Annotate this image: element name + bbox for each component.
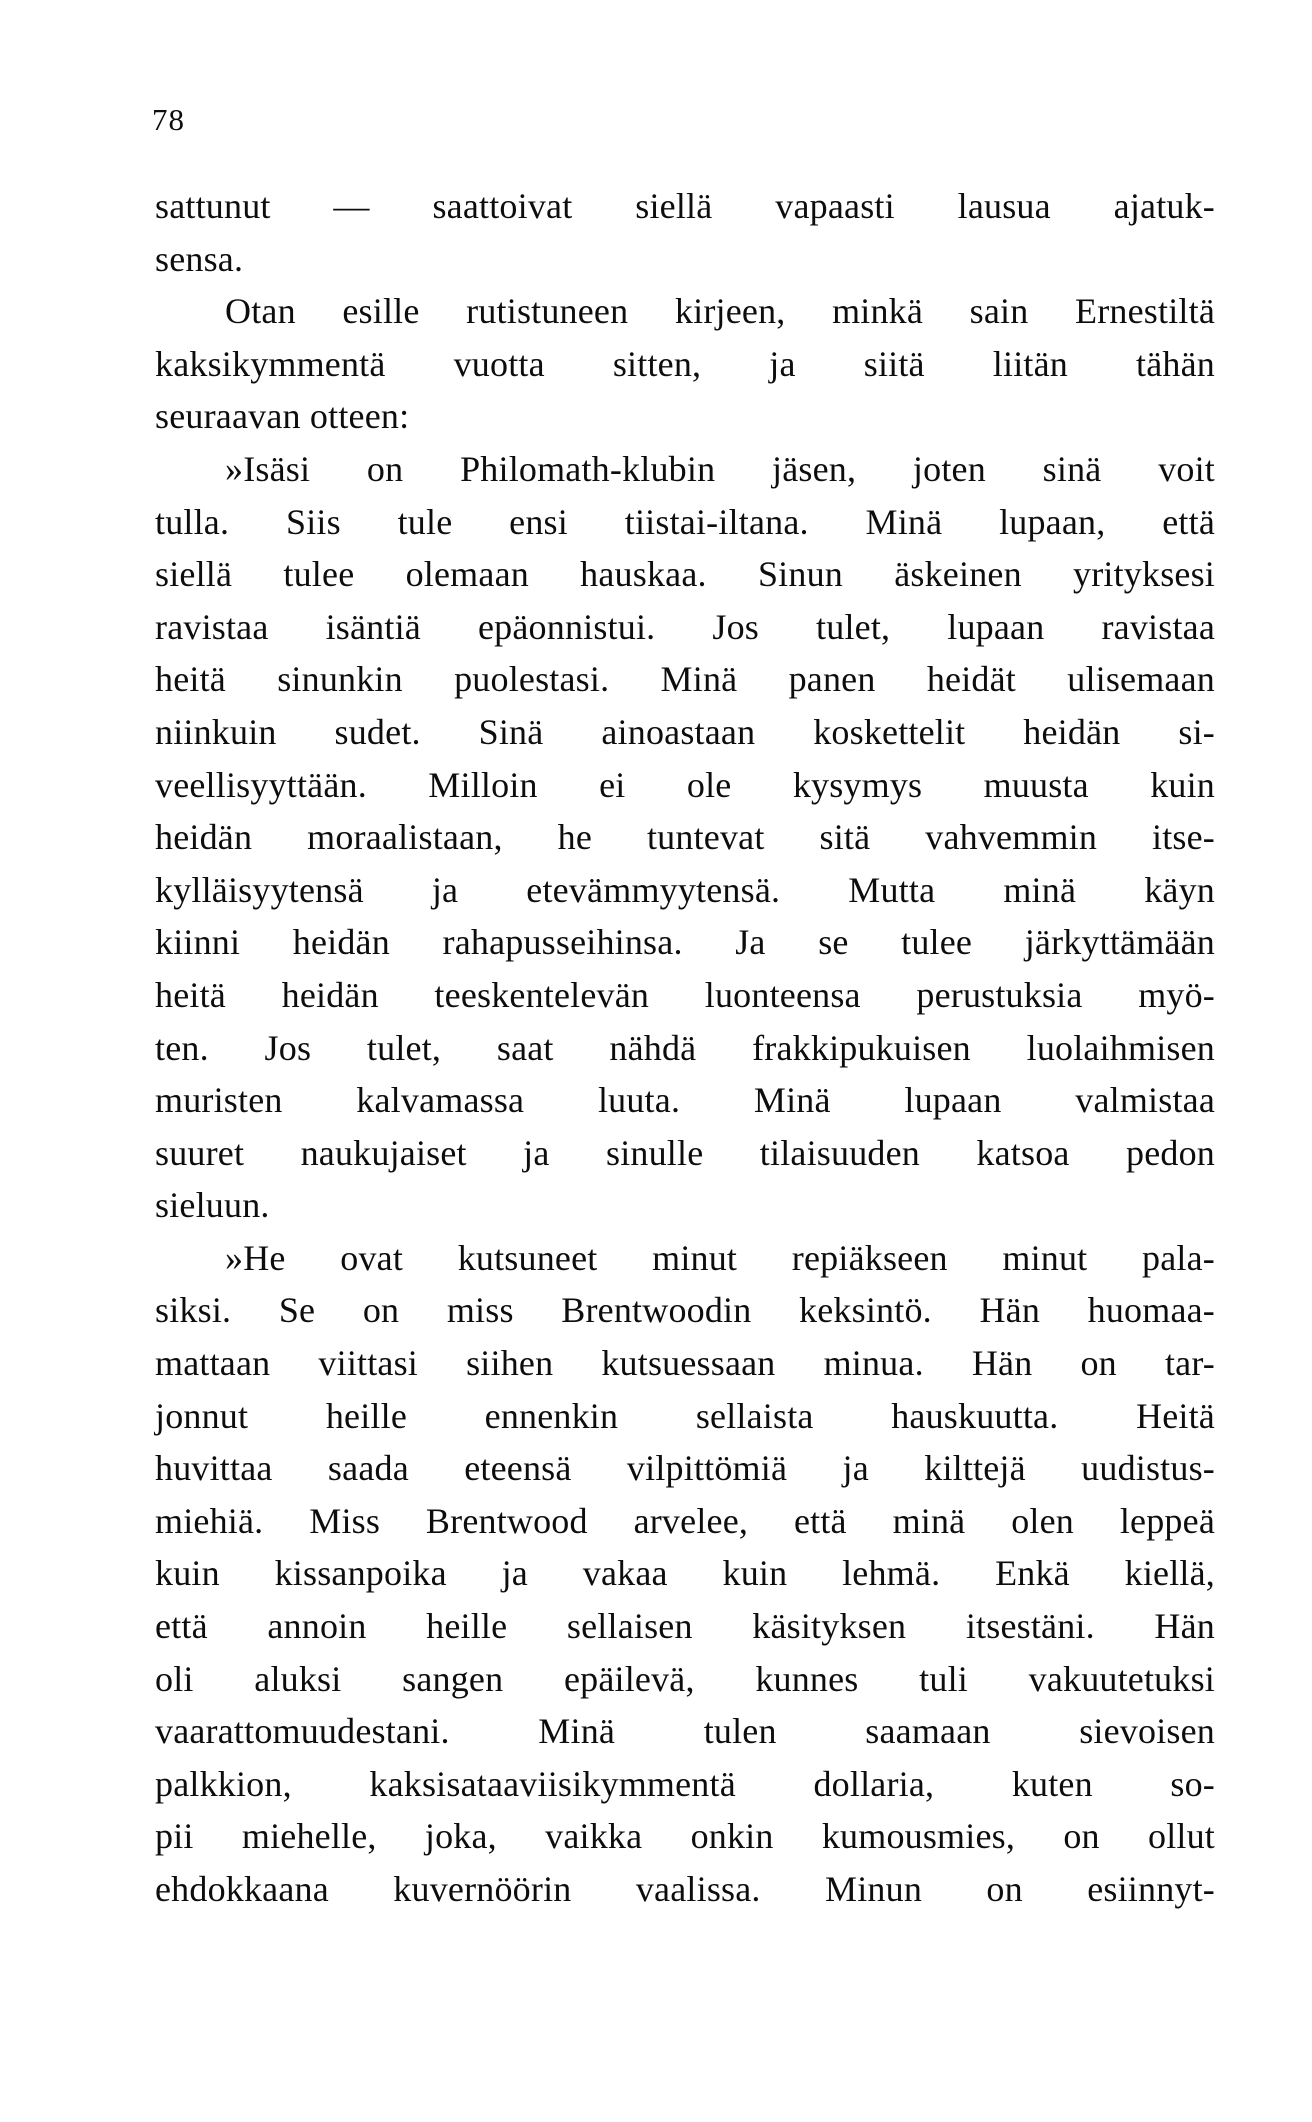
text-line: kylläisyytensä ja etevämmyytensä. Mutta minä käyn (155, 869, 1215, 910)
text-line: oli aluksi sangen epäilevä, kunnes tuli vakuutetuksi (155, 1658, 1215, 1699)
text-line: sieluun. (155, 1185, 270, 1226)
text-line: heitä sinunkin puolestasi. Minä panen heidät ulisemaan (155, 659, 1215, 700)
text-line: ten. Jos tulet, saat nähdä frakkipukuisen luolaihmisen (155, 1027, 1215, 1068)
text-line: sattunut — saattoivat siellä vapaasti lausua ajatuk- (155, 186, 1215, 226)
text-line: heitä heidän teeskentelevän luonteensa perustuksia myö- (155, 974, 1215, 1015)
text-line: muristen kalvamassa luuta. Minä lupaan valmistaa (155, 1080, 1215, 1121)
text-line: ravistaa isäntiä epäonnistui. Jos tulet, lupaan ravistaa (155, 606, 1215, 647)
text-line: pii miehelle, joka, vaikka onkin kumousmies, on ollut (155, 1816, 1215, 1857)
text-line: Otan esille rutistuneen kirjeen, minkä sain Ernestiltä (225, 291, 1215, 332)
text-line: mattaan viittasi siihen kutsuessaan minua. Hän on tar- (155, 1343, 1215, 1384)
text-line: heidän moraalistaan, he tuntevat sitä vahvemmin itse- (155, 817, 1215, 858)
text-line: kiinni heidän rahapusseihinsa. Ja se tulee järkyttämään (155, 922, 1215, 963)
text-line: niinkuin sudet. Sinä ainoastaan koskettelit heidän si- (155, 711, 1215, 752)
text-line: sensa. (155, 238, 244, 279)
text-line: miehiä. Miss Brentwood arvelee, että minä olen leppeä (155, 1500, 1215, 1541)
text-line: palkkion, kaksisataaviisikymmentä dollaria, kuten so- (155, 1763, 1215, 1804)
text-line: että annoin heille sellaisen käsityksen itsestäni. Hän (155, 1606, 1215, 1647)
text-line: ehdokkaana kuvernöörin vaalissa. Minun on esiinnyt- (155, 1869, 1215, 1909)
text-line: »Isäsi on Philomath-klubin jäsen, joten sinä voit (225, 448, 1215, 489)
text-line: suuret naukujaiset ja sinulle tilaisuuden katsoa pedon (155, 1132, 1215, 1173)
text-line: vaarattomuudestani. Minä tulen saamaan sievoisen (155, 1711, 1215, 1752)
text-line: »He ovat kutsuneet minut repiäkseen minut pala- (225, 1237, 1215, 1278)
text-line: jonnut heille ennenkin sellaista hauskuutta. Heitä (155, 1395, 1215, 1436)
text-line: huvittaa saada eteensä vilpittömiä ja kilttejä uudistus- (155, 1448, 1215, 1489)
text-line: kaksikymmentä vuotta sitten, ja siitä liitän tähän (155, 343, 1215, 384)
text-line: veellisyyttään. Milloin ei ole kysymys muusta kuin (155, 764, 1215, 805)
text-line: kuin kissanpoika ja vakaa kuin lehmä. Enkä kiellä, (155, 1553, 1215, 1594)
page-number: 78 (152, 102, 185, 137)
text-line: siksi. Se on miss Brentwoodin keksintö. Hän huomaa- (155, 1290, 1215, 1331)
text-line: siellä tulee olemaan hauskaa. Sinun äskeinen yrityksesi (155, 554, 1215, 595)
body-text (155, 180, 1215, 1916)
text-line: seuraavan otteen: (155, 396, 410, 437)
text-line: tulla. Siis tule ensi tiistai-iltana. Minä lupaan, että (155, 501, 1215, 542)
